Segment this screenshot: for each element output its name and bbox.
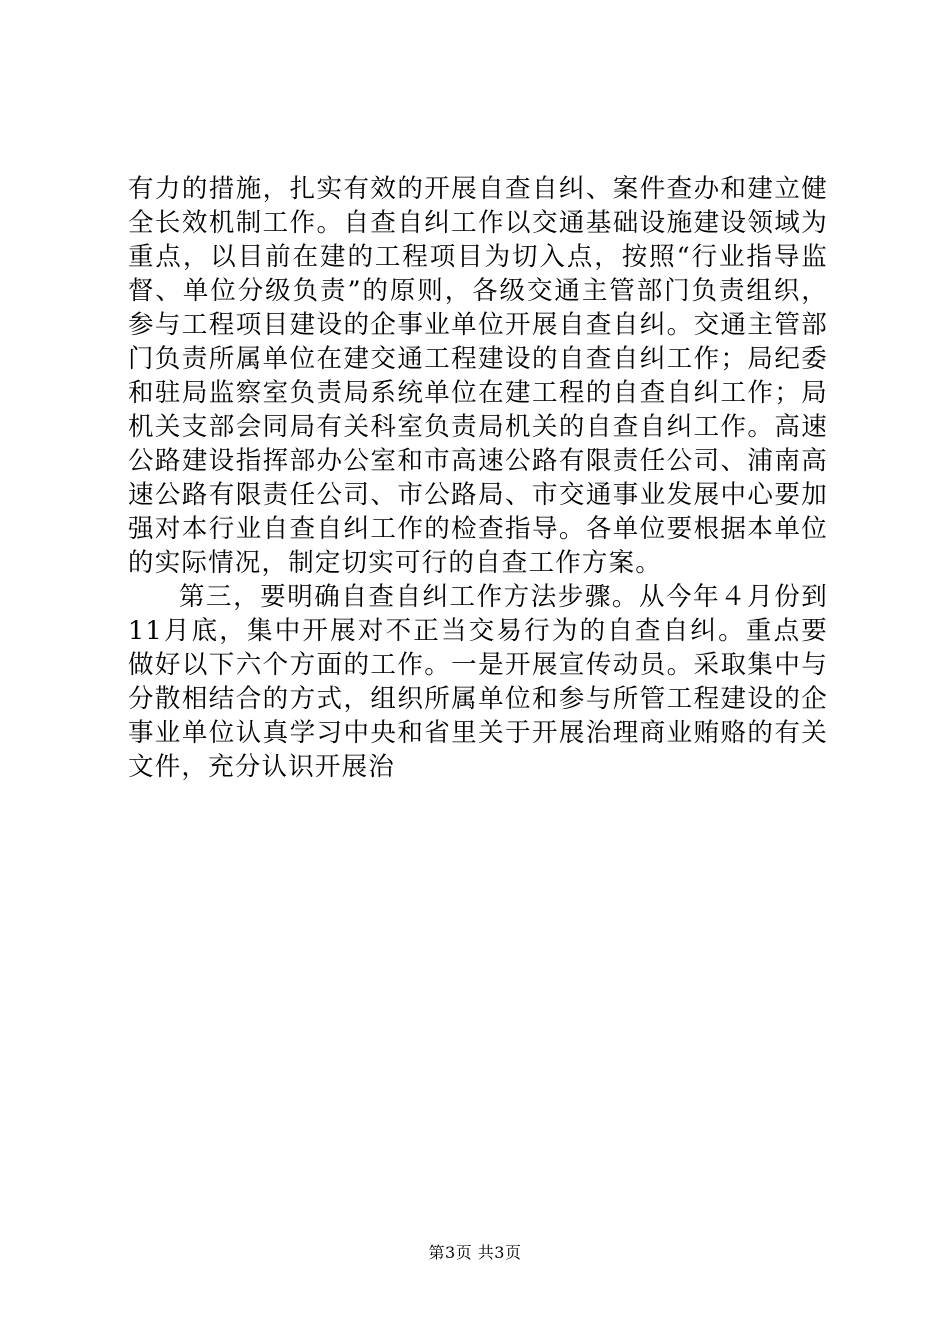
paragraph-continuation: 有力的措施，扎实有效的开展自查自纠、案件查办和建立健全长效机制工作。自查自纠工作以交通基础设施建设领域为重点，以目前在建的工程项目为切入点，按照“行业指导监督、单位分级负责”的原则，各级交通主管部门负责组织，参与工程项目建设的企事业单位开展自查自纠。交通主管部门负责所属单位在建交通工程建设的自查自纠工作；局纪委和驻局监察室负责局系统单位在建工程的自查自纠工作；局机关支部会同局有关科室负责局机关的自查自纠工作。高速公路建设指挥部办公室和市高速公路有限责任公司、浦南高速公路有限责任公司、市公路局、市交通事业发展中心要加强对本行业自查自纠工作的检查指导。各单位要根据本单位的实际情况，制定切实可行的自查工作方案。 xyxy=(128,174,828,578)
paragraph-third-point: 第三，要明确自查自纠工作方法步骤。从今年４月份到11月底，集中开展对不正当交易行为的自查自纠。重点要做好以下六个方面的工作。一是开展宣传动员。采取集中与分散相结合的方式，组织所属单位和参与所管工程建设的企事业单位认真学习中央和省里关于开展治理商业贿赂的有关文件，充分认识开展治 xyxy=(128,582,828,782)
document-body xyxy=(128,172,828,784)
page-footer: 第3页 共3页 xyxy=(428,1243,522,1262)
